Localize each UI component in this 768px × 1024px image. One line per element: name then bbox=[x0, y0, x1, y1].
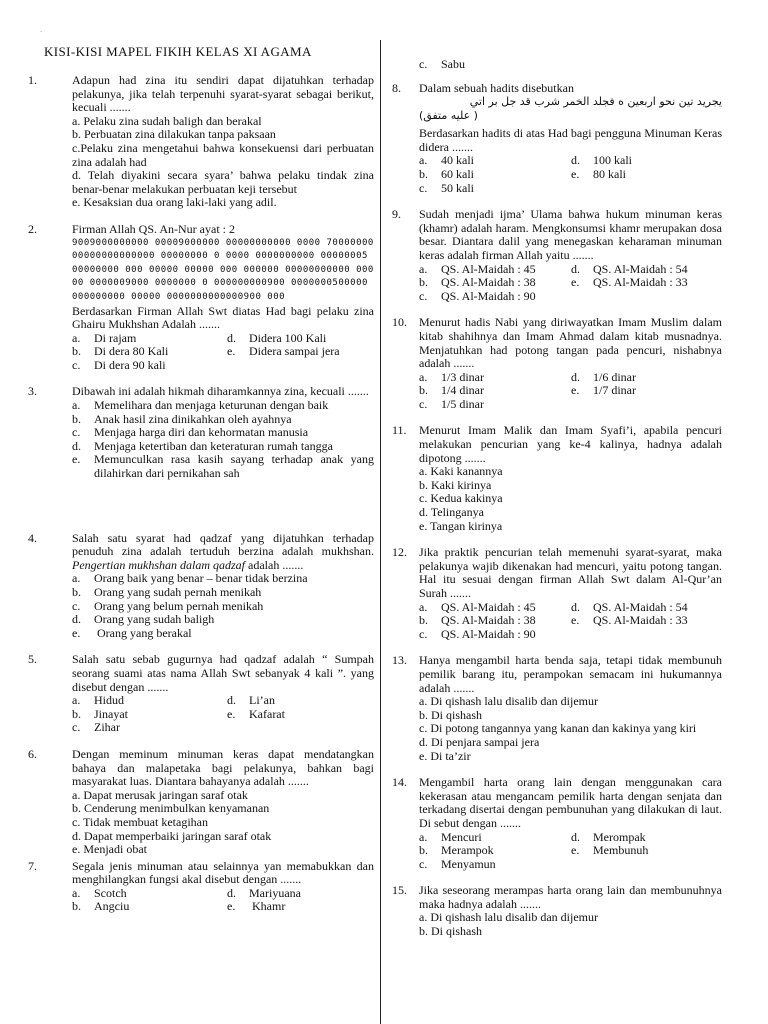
question-5 bbox=[28, 653, 374, 735]
option-text: Orang yang sudah baligh bbox=[94, 612, 215, 627]
left-column bbox=[28, 40, 374, 927]
option: a. Pelaku zina sudah baligh dan berakal bbox=[72, 113, 262, 128]
option bbox=[571, 384, 722, 398]
option-letter: b. bbox=[419, 843, 428, 858]
question-7-continued bbox=[392, 58, 722, 72]
option-text: Didera 100 Kali bbox=[249, 330, 327, 345]
option-text: Memelihara dan menjaga keturunan dengan baik bbox=[94, 398, 329, 413]
option bbox=[419, 831, 571, 845]
option bbox=[72, 345, 227, 359]
option bbox=[72, 600, 374, 614]
option: d. Telinganya bbox=[419, 505, 484, 520]
option bbox=[72, 426, 374, 440]
option-text: Orang baik yang benar – benar tidak berzina bbox=[94, 571, 308, 586]
option: b. Kaki kirinya bbox=[419, 477, 492, 492]
option-text: Mariyuana bbox=[249, 885, 301, 900]
page-mark: ` bbox=[40, 30, 43, 38]
option-letter: e. bbox=[227, 899, 236, 914]
option-text: Orang yang belum pernah menikah bbox=[94, 598, 264, 613]
option-text: 40 kali bbox=[441, 153, 474, 168]
option-text: Di dera 90 kali bbox=[94, 357, 166, 372]
option bbox=[227, 694, 374, 708]
option-letter: c. bbox=[419, 856, 428, 871]
option: a. Di qishash lalu disalib dan dijemur bbox=[419, 694, 598, 709]
question-text: Sudah menjadi ijma’ Ulama bahwa hukum minuman keras (khamr) adalah haram. Mengkonsumsi khamr merupakan dosa besar. Diantara dalil yang menegaskan keharaman minuman keras adalah firman Allah yaitu ....... bbox=[419, 207, 722, 262]
option bbox=[419, 398, 571, 412]
option bbox=[419, 276, 571, 290]
option-letter: d. bbox=[571, 829, 580, 844]
option bbox=[571, 263, 722, 277]
option bbox=[571, 168, 722, 182]
question-2 bbox=[28, 223, 374, 373]
option-letter: e. bbox=[571, 275, 580, 290]
question-number: 15. bbox=[392, 883, 407, 898]
option-letter: b. bbox=[72, 411, 81, 426]
option bbox=[419, 844, 571, 858]
question-number: 7. bbox=[28, 858, 37, 873]
option-letter: b. bbox=[419, 383, 428, 398]
option bbox=[72, 572, 374, 586]
option bbox=[419, 614, 571, 628]
option: d. Telah diyakini secara syara’ bahwa pelaku tindak zina benar-benar melakukan perbuatan keji tersebut bbox=[72, 168, 374, 196]
option-letter: d. bbox=[571, 369, 580, 384]
option-text: Kafarat bbox=[249, 706, 285, 721]
option-text: QS. Al-Maidah : 45 bbox=[441, 261, 536, 276]
question-8 bbox=[392, 82, 722, 196]
option-letter: d. bbox=[571, 261, 580, 276]
question-text: Menurut Imam Malik dan Imam Syafi’i, apabila pencuri melakukan pencurian yang ke-4 kalinya, hadnya adalah dipotong ....... bbox=[419, 423, 722, 465]
option-text: Menyamun bbox=[441, 856, 496, 871]
option-text: Jinayat bbox=[94, 706, 128, 721]
question-number: 8. bbox=[392, 80, 401, 95]
question-text-2: Berdasarkan Firman Allah Swt diatas Had bagi pelaku zina Ghairu Mukhshan Adalah ....... bbox=[72, 303, 374, 332]
question-text: Salah satu syarat had qadzaf yang dijatuhkan terhadap penuduh zina adalah tertuduh berzina adalah mukhshan. Pengertian mukhshan dalam qadzaf adalah ....... bbox=[72, 530, 374, 572]
option-text: Membunuh bbox=[593, 843, 649, 858]
option-letter: c. bbox=[72, 425, 81, 440]
option-text: Didera sampai jera bbox=[249, 344, 340, 359]
option bbox=[419, 858, 571, 872]
option-letter: d. bbox=[72, 612, 81, 627]
question-4 bbox=[28, 532, 374, 641]
option-letter: b. bbox=[72, 899, 81, 914]
option-letter: b. bbox=[419, 613, 428, 628]
option-letter: d. bbox=[571, 153, 580, 168]
hadith-arabic: يجريد تين نحو اربعين ه فجلد الخمر شرب قد جل بر اتي bbox=[469, 95, 722, 109]
option-text: 1/4 dinar bbox=[441, 383, 484, 398]
option-text: Menjaga ketertiban dan keteraturan rumah tangga bbox=[94, 438, 333, 453]
option-text: 50 kali bbox=[441, 180, 474, 195]
option-text: 1/3 dinar bbox=[441, 369, 484, 384]
option: a. Dapat merusak jaringan saraf otak bbox=[72, 787, 248, 802]
option: e. Di ta’zir bbox=[419, 748, 471, 763]
option bbox=[72, 359, 227, 373]
option bbox=[227, 900, 374, 914]
option bbox=[419, 263, 571, 277]
option-letter: c. bbox=[419, 626, 428, 641]
question-text: Salah satu sebab gugurnya had qadzaf adalah “ Sumpah seorang suami atas nama Allah Swt sebanyak 4 kali ”. yang disebut dengan ....... bbox=[72, 652, 374, 694]
options-grid bbox=[419, 154, 722, 195]
option bbox=[72, 694, 227, 708]
question-text: Dibawah ini adalah hikmah diharamkannya zina, kecuali ....... bbox=[72, 384, 369, 399]
question-text: Hanya mengambil harta benda saja, tetapi tidak membunuh pemilik barang itu, perampokan semacam ini hukumannya adalah ....... bbox=[419, 653, 722, 695]
option bbox=[419, 168, 571, 182]
option-text: QS. Al-Maidah : 90 bbox=[441, 626, 536, 641]
option bbox=[72, 332, 227, 346]
option bbox=[571, 154, 722, 168]
question-number: 14. bbox=[392, 775, 407, 790]
options-grid bbox=[72, 332, 374, 373]
option-letter: a. bbox=[419, 599, 428, 614]
question-9 bbox=[392, 208, 722, 303]
option bbox=[419, 154, 571, 168]
option-letter: e. bbox=[72, 452, 81, 467]
question-10 bbox=[392, 316, 722, 411]
question-text: Adapun had zina itu sendiri dapat dijatuhkan terhadap pelakunya, jika telah terpenuhi syarat-syarat sebagai berikut, kecuali ....... bbox=[72, 73, 374, 115]
option: c. Kedua kakinya bbox=[419, 491, 503, 506]
option-text: QS. Al-Maidah : 38 bbox=[441, 613, 536, 628]
column-divider bbox=[380, 40, 381, 1024]
question-text: Segala jenis minuman atau selainnya yan memabukkan dan menghilangkan fungsi akal disebut dengan ....... bbox=[72, 858, 374, 887]
question-13 bbox=[392, 654, 722, 763]
option-text: QS. Al-Maidah : 54 bbox=[593, 261, 688, 276]
option-letter: a. bbox=[72, 330, 81, 345]
option: a. Di qishash lalu disalib dan dijemur bbox=[419, 910, 598, 925]
option-text: Li’an bbox=[249, 693, 275, 708]
option bbox=[419, 371, 571, 385]
option-text: Di dera 80 Kali bbox=[94, 344, 169, 359]
option bbox=[227, 887, 374, 901]
question-3 bbox=[28, 385, 374, 480]
option-text: Khamr bbox=[249, 899, 286, 914]
option bbox=[72, 708, 227, 722]
option-letter: a. bbox=[72, 571, 81, 586]
option bbox=[571, 844, 722, 858]
question-number: 6. bbox=[28, 746, 37, 761]
option-letter: b. bbox=[419, 275, 428, 290]
option-text: Hidud bbox=[94, 693, 124, 708]
option: c.Pelaku zina mengetahui bahwa konsekuensi dari perbuatan zina adalah had bbox=[72, 140, 374, 169]
option-letter: a. bbox=[419, 369, 428, 384]
option: a. Kaki kanannya bbox=[419, 464, 503, 479]
option-text: Mencuri bbox=[441, 829, 482, 844]
option-text: Sabu bbox=[441, 57, 465, 71]
option-text: QS. Al-Maidah : 38 bbox=[441, 275, 536, 290]
question-11 bbox=[392, 424, 722, 533]
option-letter: b. bbox=[419, 166, 428, 181]
option bbox=[72, 413, 374, 427]
option-letter: d. bbox=[227, 330, 236, 345]
option: c. Di potong tangannya yang kanan dan kakinya yang kiri bbox=[419, 721, 697, 736]
option-letter: e. bbox=[571, 166, 580, 181]
option-text: Angciu bbox=[94, 899, 130, 914]
option bbox=[227, 708, 374, 722]
question-number: 11. bbox=[392, 423, 407, 438]
option-text: Di rajam bbox=[94, 330, 137, 345]
option: d. Dapat memperbaiki jaringan saraf otak bbox=[72, 828, 272, 843]
option-text: 1/5 dinar bbox=[441, 396, 484, 411]
option-letter: e. bbox=[571, 383, 580, 398]
option: e. Menjadi obat bbox=[72, 842, 147, 857]
quran-verse-garbled: 9009000000000 00009000000 00000000000 0000 7000000000000000000000 00000000 0 0000 0000000000 00000005 00000000 000 00000 00000 000 000000 00000000000 00000 0000009000 0000000 0 000000000900 0000000500000 000000000 00000 0000000000000900 000 bbox=[72, 237, 374, 302]
option-letter: d. bbox=[227, 693, 236, 708]
option: c. Tidak membuat ketagihan bbox=[72, 814, 208, 829]
option-text: QS. Al-Maidah : 45 bbox=[441, 599, 536, 614]
options-grid bbox=[419, 371, 722, 412]
option-text: Merompak bbox=[593, 829, 646, 844]
question-text: Menurut hadis Nabi yang diriwayatkan Imam Muslim dalam kitab shahihnya dan Imam Ahmad dalam kitab musnadnya. Menjatuhkan had potong tangan pada pencuri, nishabnya adalah ....... bbox=[419, 315, 722, 371]
option bbox=[419, 290, 571, 304]
option bbox=[72, 721, 227, 735]
question-number: 2. bbox=[28, 221, 37, 236]
option-text: 100 kali bbox=[593, 153, 632, 168]
option bbox=[72, 887, 227, 901]
question-number: 10. bbox=[392, 315, 407, 330]
option bbox=[72, 399, 374, 413]
option: b. Cenderung menimbulkan kenyamanan bbox=[72, 801, 270, 816]
option bbox=[571, 276, 722, 290]
option-letter: c. bbox=[72, 598, 81, 613]
question-text: Jika seseorang merampas harta orang lain dan membunuhnya maka hadnya adalah ....... bbox=[419, 883, 722, 911]
option-letter: c. bbox=[72, 357, 81, 372]
question-number: 9. bbox=[392, 207, 401, 222]
option bbox=[419, 601, 571, 615]
option-letter: e. bbox=[227, 344, 236, 359]
option-text: Anak hasil zina dinikahkan oleh ayahnya bbox=[94, 411, 292, 426]
option-text: 1/6 dinar bbox=[593, 369, 636, 384]
question-number: 4. bbox=[28, 530, 37, 545]
option-letter: c. bbox=[419, 396, 428, 411]
options-grid bbox=[419, 831, 722, 872]
option: e. Kesaksian dua orang laki-laki yang adil. bbox=[72, 195, 277, 210]
option-text: Memunculkan rasa kasih sayang terhadap anak yang dilahirkan dari pernikahan sah bbox=[94, 452, 374, 481]
option bbox=[571, 831, 722, 845]
option-letter: e. bbox=[571, 613, 580, 628]
option-text: Orang yang sudah pernah menikah bbox=[94, 585, 262, 599]
options-grid bbox=[419, 263, 722, 304]
question-text: Mengambil harta orang lain dengan menggunakan cara kekerasan atau mengancam pemilik harta dengan senjata dan terkadang disertai dengan pembunuhan yang dilakukan di laut. Di sebut dengan ....... bbox=[419, 775, 722, 830]
option bbox=[72, 613, 374, 627]
option-letter: a. bbox=[419, 153, 428, 168]
option-text: Menjaga harga diri dan kehormatan manusia bbox=[94, 425, 309, 440]
option-letter: d. bbox=[72, 438, 81, 453]
option-text: Merampok bbox=[441, 843, 494, 858]
option bbox=[72, 440, 374, 454]
option-letter: b. bbox=[72, 706, 81, 721]
question-number: 5. bbox=[28, 652, 37, 667]
option-text: Orang yang berakal bbox=[94, 625, 192, 640]
option-letter: b. bbox=[72, 585, 81, 599]
question-number: 12. bbox=[392, 545, 407, 560]
option-text: Scotch bbox=[94, 885, 127, 900]
option: d. Di penjara sampai jera bbox=[419, 734, 540, 749]
option-letter: a. bbox=[72, 398, 81, 413]
option bbox=[419, 628, 571, 642]
option bbox=[571, 614, 722, 628]
option: e. Tangan kirinya bbox=[419, 518, 503, 533]
option-letter: e. bbox=[72, 625, 81, 640]
option: b. Di qishash bbox=[419, 707, 482, 722]
option bbox=[72, 900, 227, 914]
option bbox=[419, 182, 571, 196]
options-grid bbox=[419, 601, 722, 642]
option-letter: b. bbox=[72, 344, 81, 359]
option-text: 80 kali bbox=[593, 166, 626, 181]
option bbox=[72, 627, 374, 641]
option bbox=[571, 371, 722, 385]
question-7 bbox=[28, 860, 374, 914]
option bbox=[419, 58, 722, 72]
option bbox=[72, 586, 374, 600]
options-grid bbox=[72, 887, 374, 914]
option-letter: c. bbox=[72, 720, 81, 735]
question-text: Jika praktik pencurian telah memenuhi syarat-syarat, maka pelakunya wajib dikenakan had mencuri, yaitu potong tangan. Hal itu sesuai dengan firman Allah Swt dalam Al-Qur’an Surah ....... bbox=[419, 545, 722, 600]
option-text: QS. Al-Maidah : 90 bbox=[441, 288, 536, 303]
option-text: 60 kali bbox=[441, 166, 474, 181]
option-text: QS. Al-Maidah : 33 bbox=[593, 275, 688, 290]
question-text: Firman Allah QS. An-Nur ayat : 2 bbox=[72, 221, 235, 236]
option-text: 1/7 dinar bbox=[593, 383, 636, 398]
option-letter: a. bbox=[419, 829, 428, 844]
option bbox=[419, 384, 571, 398]
question-6 bbox=[28, 748, 374, 857]
option bbox=[227, 345, 374, 359]
question-12 bbox=[392, 546, 722, 641]
question-number: 13. bbox=[392, 653, 407, 668]
option-letter: e. bbox=[227, 706, 236, 721]
question-text: Dalam sebuah hadits disebutkan bbox=[419, 80, 574, 95]
question-15 bbox=[392, 884, 722, 938]
option-letter: d. bbox=[571, 599, 580, 614]
question-number: 3. bbox=[28, 384, 37, 399]
option: b. Di qishash bbox=[419, 924, 482, 939]
options-grid bbox=[72, 694, 374, 735]
option-letter: a. bbox=[419, 261, 428, 276]
question-14 bbox=[392, 776, 722, 871]
option bbox=[227, 332, 374, 346]
question-number: 1. bbox=[28, 73, 37, 87]
option-text: QS. Al-Maidah : 33 bbox=[593, 613, 688, 628]
option bbox=[571, 601, 722, 615]
right-column bbox=[392, 58, 722, 952]
option-letter: d. bbox=[227, 885, 236, 900]
question-1 bbox=[28, 74, 374, 210]
hadith-source: (عليه متفق ) bbox=[419, 109, 478, 123]
option-letter: a. bbox=[72, 885, 81, 900]
option-letter: c. bbox=[419, 180, 428, 195]
option-letter: a. bbox=[72, 693, 81, 708]
question-text: Dengan meminum minuman keras dapat mendatangkan bahaya dan malapetaka bagi pelakunya, bahkan bagi masyarakat luas. Diantara bahayanya adalah ....... bbox=[72, 746, 374, 789]
page-title: KISI-KISI MAPEL FIKIH KELAS XI AGAMA bbox=[44, 44, 312, 59]
option-letter: e. bbox=[571, 843, 580, 858]
option-letter: c. bbox=[419, 57, 428, 71]
question-text-2: Berdasarkan hadits di atas Had bagi pengguna Minuman Keras didera ....... bbox=[419, 126, 722, 154]
option-letter: c. bbox=[419, 288, 428, 303]
option-text: QS. Al-Maidah : 54 bbox=[593, 599, 688, 614]
option: b. Perbuatan zina dilakukan tanpa paksaan bbox=[72, 127, 276, 142]
option-text: Zihar bbox=[94, 720, 120, 735]
italic-term: Pengertian mukhshan dalam qadzaf bbox=[72, 557, 245, 572]
option bbox=[72, 453, 374, 480]
